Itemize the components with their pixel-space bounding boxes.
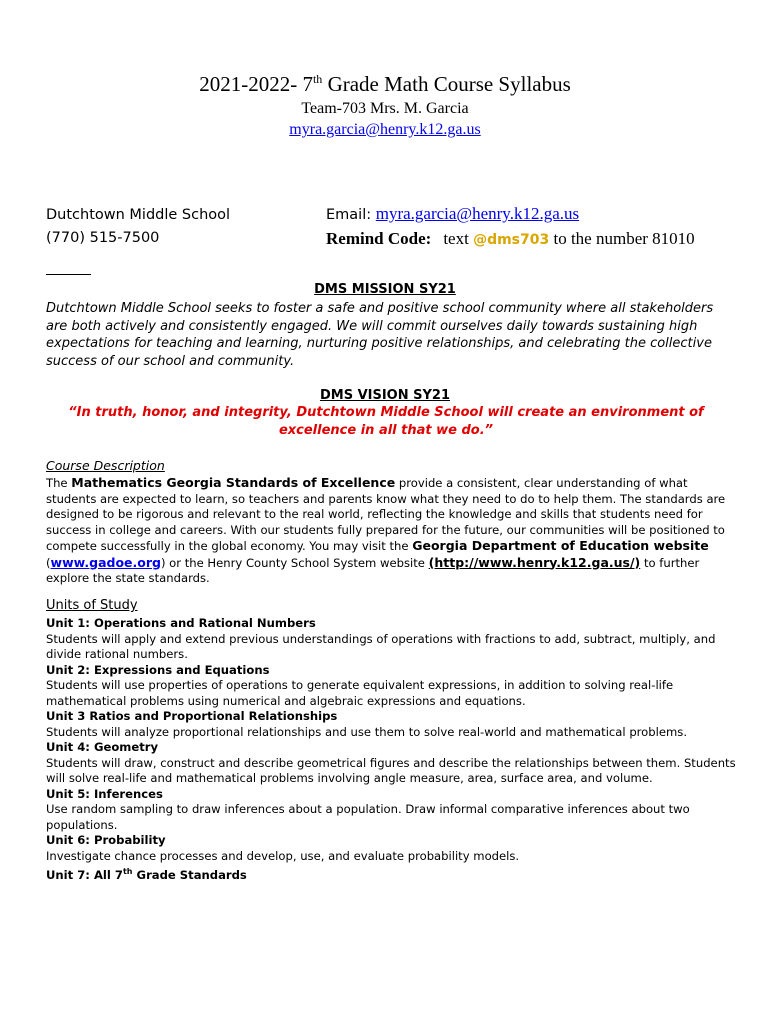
course-description-text: The Mathematics Georgia Standards of Excellence provide a consistent, clear understanding of what students are expected to learn, so teachers and parents know what they need to do to help them. The standards are designed to be rigorous and relevant to the real world, reflecting the knowledge and skills that students need for success in college and careers. With our students fully prepared for the future, our communities will be positioned to compete successfully in the global economy. You may visit the Georgia Department of Education website (www.gadoe.org) or the Henry County School System website (http://www.henry.k12.ga.us/) to further explore the state standards. <box>46 475 726 585</box>
vision-text: “In truth, honor, and integrity, Dutchtown Middle School will create an environment of excellence in all that we do.” <box>68 405 704 438</box>
school-info <box>46 204 230 250</box>
mission-heading: DMS MISSION SY21 <box>314 282 456 297</box>
unit-title: Unit 6: Probability <box>46 833 166 847</box>
page-title: 2021-2022- 7th Grade Math Course Syllabus <box>199 72 571 96</box>
course-description-heading: Course Description <box>46 458 165 473</box>
unit-title: Unit 3 Ratios and Proportional Relationships <box>46 709 338 723</box>
school-phone: (770) 515-7500 <box>46 230 160 246</box>
mission-text: Dutchtown Middle School seeks to foster a safe and positive school community where all stakeholders are both actively and consistently engaged. We will commit ourselves daily towards sustaining high expectations for teaching and learning, nurturing positive relationships, and celebrating the collective success of our school and community. <box>46 301 714 369</box>
page-subtitle: Team-703 Mrs. M. Garcia <box>301 100 469 117</box>
remind-code: @dms703 <box>473 232 550 248</box>
contact-email-link[interactable]: myra.garcia@henry.k12.ga.us <box>375 204 580 223</box>
unit-title: Unit 1: Operations and Rational Numbers <box>46 616 316 630</box>
unit-text: Investigate chance processes and develop, use, and evaluate probability models. <box>46 848 520 863</box>
unit-text: Use random sampling to draw inferences about a population. Draw informal comparative inferences about two populations. <box>46 802 690 832</box>
unit-title: Unit 2: Expressions and Equations <box>46 662 270 677</box>
gadoe-link[interactable]: www.gadoe.org <box>50 554 161 570</box>
unit-text: Students will analyze proportional relationships and use them to solve real-world and mathematical problems. <box>46 724 688 739</box>
unit-text: Students will use properties of operations to generate equivalent expressions, in addition to solving real-life mathematical problems using numerical and algebraic expressions and equations. <box>46 678 674 708</box>
henry-link[interactable]: (http://www.henry.k12.ga.us/) <box>428 554 641 570</box>
unit-text: Students will apply and extend previous understandings of operations with fractions to add, subtract, multiply, and divide rational numbers. <box>46 631 716 661</box>
remind-label: Remind Code: <box>326 229 432 248</box>
unit-title: Unit 4: Geometry <box>46 740 159 754</box>
units-list <box>46 616 736 883</box>
header-email-link[interactable]: myra.garcia@henry.k12.ga.us <box>289 121 481 138</box>
email-label: Email: <box>326 207 376 223</box>
contact-info: Email: myra.garcia@henry.k12.ga.us Remind Code: text @dms703 to the number 81010 <box>326 204 695 248</box>
school-name: Dutchtown Middle School <box>46 207 231 223</box>
unit-title: Unit 5: Inferences <box>46 786 163 801</box>
units-heading: Units of Study <box>46 598 138 613</box>
vision-heading: DMS VISION SY21 <box>319 388 451 403</box>
divider <box>46 274 91 275</box>
unit-title: Unit 7: All 7th Grade Standards <box>46 867 247 882</box>
unit-text: Students will draw, construct and describe geometrical figures and describe the relationships between them. Students will solve real-life and mathematical problems involving angle measure, area, surface area, and volume. <box>46 755 736 785</box>
